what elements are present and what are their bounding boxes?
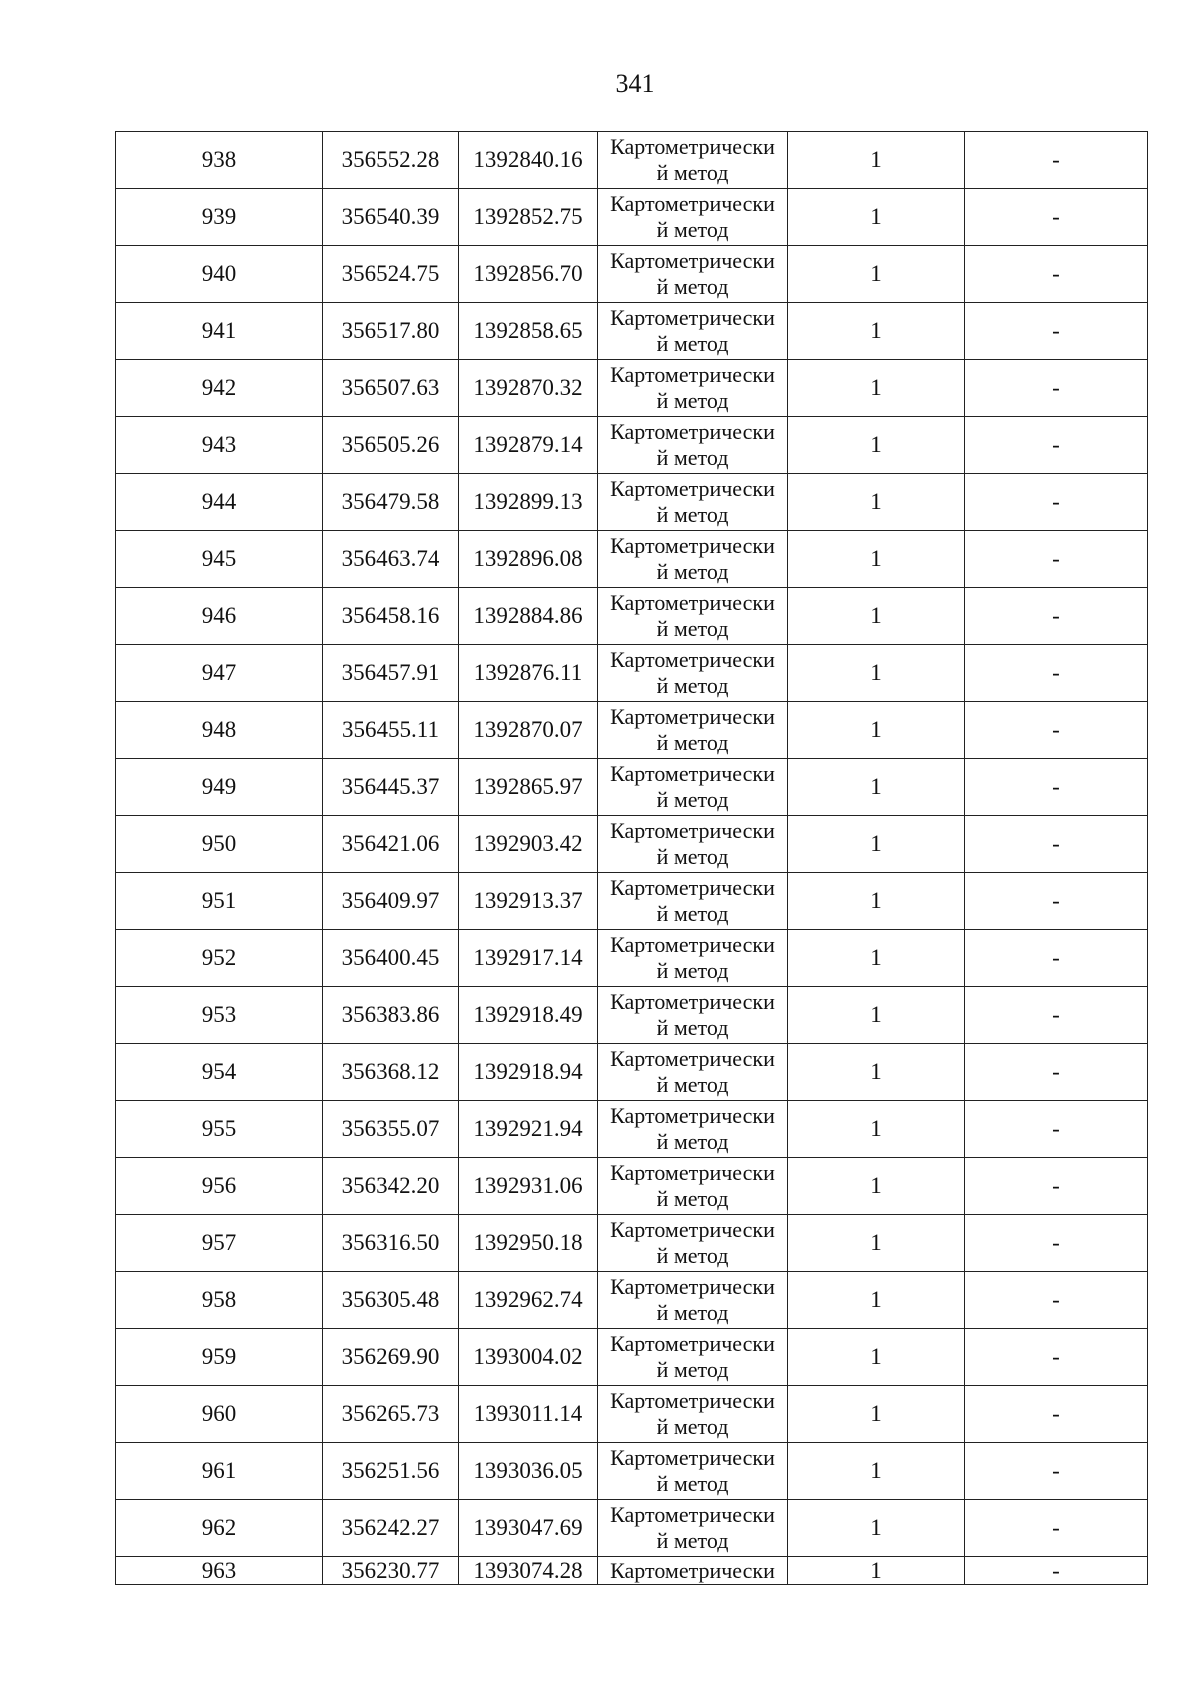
x-coordinate-cell: 356383.86 <box>323 987 459 1044</box>
method-cell <box>598 1044 788 1101</box>
y-coordinate-cell: 1392962.74 <box>459 1272 598 1329</box>
method-line-1: Картометрически <box>610 1160 775 1185</box>
description-cell: - <box>965 588 1148 645</box>
description-cell: - <box>965 531 1148 588</box>
method-line-1: Картометрически <box>610 590 775 615</box>
method-line-1: Картометрически <box>610 704 775 729</box>
x-coordinate-cell: 356265.73 <box>323 1386 459 1443</box>
method-line-2: й метод <box>656 1300 729 1325</box>
x-coordinate-cell: 356230.77 <box>323 1557 459 1585</box>
y-coordinate-cell: 1392870.07 <box>459 702 598 759</box>
coordinates-table <box>115 131 1148 1585</box>
point-number-cell: 953 <box>116 987 323 1044</box>
method-line-2: й метод <box>656 1357 729 1382</box>
point-number-cell: 948 <box>116 702 323 759</box>
table-row <box>116 873 1148 930</box>
x-coordinate-cell: 356355.07 <box>323 1101 459 1158</box>
method-line-2: й метод <box>656 1129 729 1154</box>
method-cell <box>598 702 788 759</box>
method-cell <box>598 189 788 246</box>
accuracy-cell: 1 <box>788 1101 965 1158</box>
method-line-2: й метод <box>656 1414 729 1439</box>
method-cell <box>598 645 788 702</box>
description-cell: - <box>965 474 1148 531</box>
method-line-2: й метод <box>656 901 729 926</box>
method-line-2: й метод <box>656 274 729 299</box>
y-coordinate-cell: 1392917.14 <box>459 930 598 987</box>
x-coordinate-cell: 356463.74 <box>323 531 459 588</box>
method-line-1: Картометрически <box>610 1274 775 1299</box>
method-line-2: й метод <box>656 502 729 527</box>
table-row <box>116 474 1148 531</box>
description-cell: - <box>965 1272 1148 1329</box>
method-cell <box>598 1557 788 1585</box>
accuracy-cell: 1 <box>788 132 965 189</box>
y-coordinate-cell: 1392913.37 <box>459 873 598 930</box>
accuracy-cell: 1 <box>788 1329 965 1386</box>
table-row <box>116 1158 1148 1215</box>
accuracy-cell: 1 <box>788 1272 965 1329</box>
table-row <box>116 246 1148 303</box>
method-line-1: Картометрически <box>610 1445 775 1470</box>
method-line-1: Картометрически <box>610 1558 775 1583</box>
x-coordinate-cell: 356269.90 <box>323 1329 459 1386</box>
table-row <box>116 588 1148 645</box>
table-row <box>116 1215 1148 1272</box>
table-row <box>116 303 1148 360</box>
method-line-2: й метод <box>656 559 729 584</box>
y-coordinate-cell: 1393036.05 <box>459 1443 598 1500</box>
method-line-1: Картометрически <box>610 647 775 672</box>
method-line-2: й метод <box>656 1471 729 1496</box>
accuracy-cell: 1 <box>788 759 965 816</box>
method-cell <box>598 759 788 816</box>
method-cell <box>598 1101 788 1158</box>
description-cell: - <box>965 987 1148 1044</box>
method-cell <box>598 588 788 645</box>
method-line-1: Картометрически <box>610 989 775 1014</box>
point-number-cell: 951 <box>116 873 323 930</box>
y-coordinate-cell: 1392884.86 <box>459 588 598 645</box>
accuracy-cell: 1 <box>788 1500 965 1557</box>
description-cell: - <box>965 1101 1148 1158</box>
table-row <box>116 1557 1148 1585</box>
x-coordinate-cell: 356305.48 <box>323 1272 459 1329</box>
description-cell: - <box>965 303 1148 360</box>
method-cell <box>598 987 788 1044</box>
method-line-2: й метод <box>656 388 729 413</box>
method-cell <box>598 417 788 474</box>
x-coordinate-cell: 356400.45 <box>323 930 459 987</box>
method-line-1: Картометрически <box>610 533 775 558</box>
accuracy-cell: 1 <box>788 303 965 360</box>
method-line-1: Картометрически <box>610 875 775 900</box>
accuracy-cell: 1 <box>788 987 965 1044</box>
description-cell: - <box>965 702 1148 759</box>
y-coordinate-cell: 1392858.65 <box>459 303 598 360</box>
method-line-1: Картометрически <box>610 1046 775 1071</box>
description-cell: - <box>965 1044 1148 1101</box>
method-line-2: й метод <box>656 1072 729 1097</box>
method-line-1: Картометрически <box>610 1217 775 1242</box>
method-line-1: Картометрически <box>610 134 775 159</box>
accuracy-cell: 1 <box>788 417 965 474</box>
method-cell <box>598 474 788 531</box>
method-line-2: й метод <box>656 331 729 356</box>
method-line-2: й метод <box>656 787 729 812</box>
method-cell <box>598 930 788 987</box>
y-coordinate-cell: 1392903.42 <box>459 816 598 873</box>
description-cell: - <box>965 1386 1148 1443</box>
point-number-cell: 958 <box>116 1272 323 1329</box>
y-coordinate-cell: 1393011.14 <box>459 1386 598 1443</box>
method-line-2: й метод <box>656 958 729 983</box>
method-cell <box>598 1272 788 1329</box>
accuracy-cell: 1 <box>788 246 965 303</box>
x-coordinate-cell: 356368.12 <box>323 1044 459 1101</box>
method-line-2: й метод <box>656 1186 729 1211</box>
accuracy-cell: 1 <box>788 873 965 930</box>
method-cell <box>598 246 788 303</box>
point-number-cell: 955 <box>116 1101 323 1158</box>
page-number: 341 <box>615 69 655 98</box>
coordinates-table-body <box>116 132 1148 1585</box>
accuracy-cell: 1 <box>788 1044 965 1101</box>
x-coordinate-cell: 356524.75 <box>323 246 459 303</box>
method-cell <box>598 1329 788 1386</box>
method-line-1: Картометрически <box>610 761 775 786</box>
description-cell: - <box>965 759 1148 816</box>
point-number-cell: 940 <box>116 246 323 303</box>
method-cell <box>598 1158 788 1215</box>
method-line-1: Картометрически <box>610 248 775 273</box>
point-number-cell: 945 <box>116 531 323 588</box>
x-coordinate-cell: 356242.27 <box>323 1500 459 1557</box>
method-line-1: Картометрически <box>610 305 775 330</box>
x-coordinate-cell: 356445.37 <box>323 759 459 816</box>
x-coordinate-cell: 356421.06 <box>323 816 459 873</box>
description-cell: - <box>965 189 1148 246</box>
method-line-2: й метод <box>656 616 729 641</box>
method-cell <box>598 531 788 588</box>
description-cell: - <box>965 816 1148 873</box>
method-line-1: Картометрически <box>610 362 775 387</box>
description-cell: - <box>965 1557 1148 1585</box>
x-coordinate-cell: 356458.16 <box>323 588 459 645</box>
x-coordinate-cell: 356409.97 <box>323 873 459 930</box>
description-cell: - <box>965 873 1148 930</box>
description-cell: - <box>965 1443 1148 1500</box>
description-cell: - <box>965 930 1148 987</box>
point-number-cell: 949 <box>116 759 323 816</box>
table-row <box>116 1500 1148 1557</box>
point-number-cell: 941 <box>116 303 323 360</box>
method-cell <box>598 816 788 873</box>
accuracy-cell: 1 <box>788 816 965 873</box>
method-line-1: Картометрически <box>610 818 775 843</box>
x-coordinate-cell: 356505.26 <box>323 417 459 474</box>
point-number-cell: 952 <box>116 930 323 987</box>
table-row <box>116 645 1148 702</box>
description-cell: - <box>965 360 1148 417</box>
y-coordinate-cell: 1392876.11 <box>459 645 598 702</box>
x-coordinate-cell: 356479.58 <box>323 474 459 531</box>
method-line-2: й метод <box>656 844 729 869</box>
x-coordinate-cell: 356507.63 <box>323 360 459 417</box>
x-coordinate-cell: 356342.20 <box>323 1158 459 1215</box>
method-line-2: й метод <box>656 445 729 470</box>
method-line-2: й метод <box>656 673 729 698</box>
method-cell <box>598 1443 788 1500</box>
point-number-cell: 962 <box>116 1500 323 1557</box>
method-line-1: Картометрически <box>610 1103 775 1128</box>
point-number-cell: 954 <box>116 1044 323 1101</box>
description-cell: - <box>965 246 1148 303</box>
accuracy-cell: 1 <box>788 360 965 417</box>
x-coordinate-cell: 356457.91 <box>323 645 459 702</box>
accuracy-cell: 1 <box>788 531 965 588</box>
point-number-cell: 956 <box>116 1158 323 1215</box>
description-cell: - <box>965 132 1148 189</box>
accuracy-cell: 1 <box>788 1386 965 1443</box>
point-number-cell: 959 <box>116 1329 323 1386</box>
x-coordinate-cell: 356540.39 <box>323 189 459 246</box>
method-cell <box>598 1500 788 1557</box>
y-coordinate-cell: 1392950.18 <box>459 1215 598 1272</box>
y-coordinate-cell: 1392896.08 <box>459 531 598 588</box>
table-row <box>116 987 1148 1044</box>
method-cell <box>598 360 788 417</box>
x-coordinate-cell: 356552.28 <box>323 132 459 189</box>
accuracy-cell: 1 <box>788 189 965 246</box>
y-coordinate-cell: 1392870.32 <box>459 360 598 417</box>
point-number-cell: 963 <box>116 1557 323 1585</box>
method-line-1: Картометрически <box>610 1331 775 1356</box>
y-coordinate-cell: 1392856.70 <box>459 246 598 303</box>
description-cell: - <box>965 1158 1148 1215</box>
method-line-1: Картометрически <box>610 419 775 444</box>
method-line-1: Картометрически <box>610 1388 775 1413</box>
y-coordinate-cell: 1392852.75 <box>459 189 598 246</box>
method-line-1: Картометрически <box>610 476 775 501</box>
method-line-1: Картометрически <box>610 932 775 957</box>
description-cell: - <box>965 645 1148 702</box>
y-coordinate-cell: 1392865.97 <box>459 759 598 816</box>
method-line-2: й метод <box>656 1243 729 1268</box>
x-coordinate-cell: 356517.80 <box>323 303 459 360</box>
point-number-cell: 943 <box>116 417 323 474</box>
accuracy-cell: 1 <box>788 474 965 531</box>
method-line-2: й метод <box>656 1015 729 1040</box>
table-row <box>116 1272 1148 1329</box>
table-row <box>116 759 1148 816</box>
accuracy-cell: 1 <box>788 1443 965 1500</box>
y-coordinate-cell: 1392918.94 <box>459 1044 598 1101</box>
x-coordinate-cell: 356316.50 <box>323 1215 459 1272</box>
method-line-2: й метод <box>656 217 729 242</box>
y-coordinate-cell: 1393047.69 <box>459 1500 598 1557</box>
description-cell: - <box>965 1329 1148 1386</box>
point-number-cell: 939 <box>116 189 323 246</box>
table-row <box>116 1101 1148 1158</box>
table-row <box>116 1443 1148 1500</box>
method-line-2: й метод <box>656 730 729 755</box>
point-number-cell: 942 <box>116 360 323 417</box>
y-coordinate-cell: 1393074.28 <box>459 1557 598 1585</box>
point-number-cell: 960 <box>116 1386 323 1443</box>
table-row <box>116 189 1148 246</box>
table-row <box>116 702 1148 759</box>
point-number-cell: 947 <box>116 645 323 702</box>
point-number-cell: 946 <box>116 588 323 645</box>
method-line-1: Картометрически <box>610 191 775 216</box>
y-coordinate-cell: 1392921.94 <box>459 1101 598 1158</box>
description-cell: - <box>965 1215 1148 1272</box>
accuracy-cell: 1 <box>788 1158 965 1215</box>
method-cell <box>598 132 788 189</box>
y-coordinate-cell: 1392931.06 <box>459 1158 598 1215</box>
table-row <box>116 930 1148 987</box>
table-row <box>116 132 1148 189</box>
point-number-cell: 938 <box>116 132 323 189</box>
y-coordinate-cell: 1392879.14 <box>459 417 598 474</box>
accuracy-cell: 1 <box>788 1557 965 1585</box>
accuracy-cell: 1 <box>788 588 965 645</box>
y-coordinate-cell: 1392840.16 <box>459 132 598 189</box>
table-row <box>116 531 1148 588</box>
table-row <box>116 360 1148 417</box>
point-number-cell: 957 <box>116 1215 323 1272</box>
y-coordinate-cell: 1392918.49 <box>459 987 598 1044</box>
description-cell: - <box>965 417 1148 474</box>
method-line-1: Картометрически <box>610 1502 775 1527</box>
method-cell <box>598 303 788 360</box>
table-row <box>116 816 1148 873</box>
description-cell: - <box>965 1500 1148 1557</box>
point-number-cell: 944 <box>116 474 323 531</box>
point-number-cell: 961 <box>116 1443 323 1500</box>
accuracy-cell: 1 <box>788 1215 965 1272</box>
accuracy-cell: 1 <box>788 930 965 987</box>
table-row <box>116 1386 1148 1443</box>
y-coordinate-cell: 1392899.13 <box>459 474 598 531</box>
table-row <box>116 1329 1148 1386</box>
table-row <box>116 1044 1148 1101</box>
y-coordinate-cell: 1393004.02 <box>459 1329 598 1386</box>
method-cell <box>598 873 788 930</box>
x-coordinate-cell: 356455.11 <box>323 702 459 759</box>
point-number-cell: 950 <box>116 816 323 873</box>
accuracy-cell: 1 <box>788 645 965 702</box>
method-line-2: й метод <box>656 1528 729 1553</box>
method-cell <box>598 1215 788 1272</box>
accuracy-cell: 1 <box>788 702 965 759</box>
table-row <box>116 417 1148 474</box>
method-cell <box>598 1386 788 1443</box>
x-coordinate-cell: 356251.56 <box>323 1443 459 1500</box>
method-line-2: й метод <box>656 160 729 185</box>
